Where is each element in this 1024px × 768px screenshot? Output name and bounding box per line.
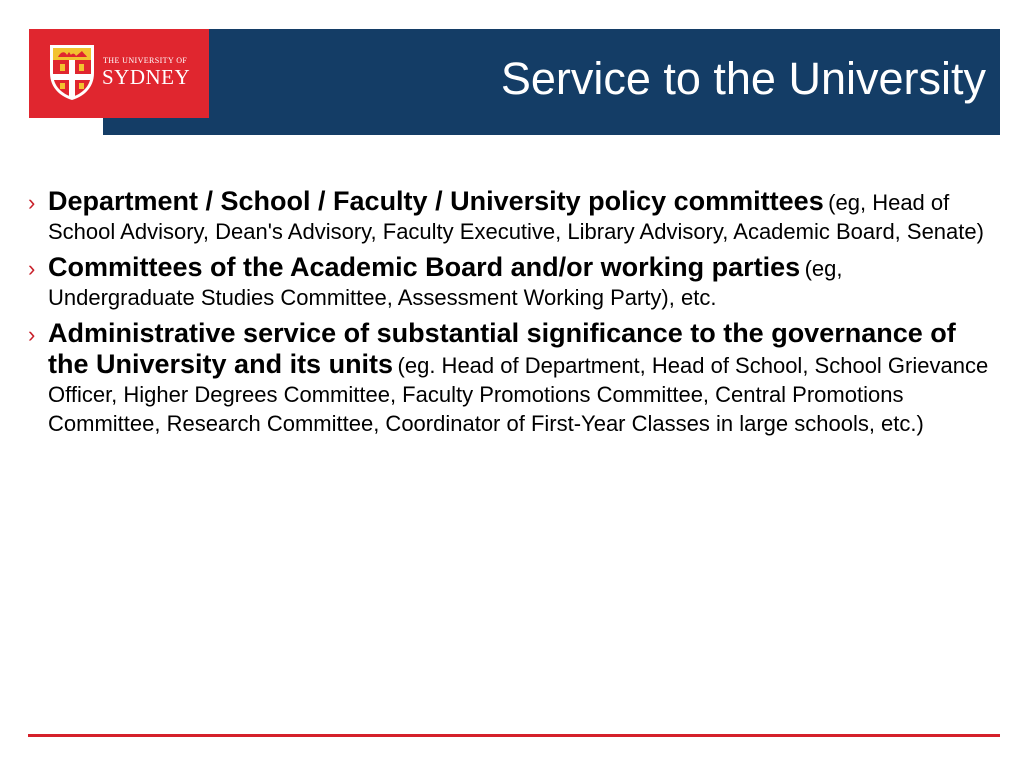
bullet-chevron-icon: › xyxy=(28,256,36,281)
bullet-heading: Department / School / Faculty / University policy committees xyxy=(48,186,824,216)
list-item xyxy=(28,320,993,440)
list-item xyxy=(28,188,993,248)
page-title: Service to the University xyxy=(500,53,986,104)
bullet-heading: Administrative service of substantial significance to the governance of the University and its units xyxy=(48,318,956,379)
bullet-chevron-icon: › xyxy=(28,322,36,347)
bullet-detail: (eg, Head of School Advisory, Dean's Advisory, Faculty Executive, Library Advisory, Academic Board, Senate) xyxy=(48,190,984,244)
bullet-heading: Committees of the Academic Board and/or working parties xyxy=(48,252,801,282)
bullet-detail: (eg. Head of Department, Head of School, School Grievance Officer, Higher Degrees Committee, Faculty Promotions Committee, Central Promotions Committee, Research Committee, Coordinator of First-Year Classes in large schools, etc.) xyxy=(48,353,989,436)
bullet-chevron-icon: › xyxy=(28,190,36,215)
bullet-detail: (eg, Undergraduate Studies Committee, Assessment Working Party), etc. xyxy=(48,256,843,310)
logo-wordmark-small: THE UNIVERSITY OF xyxy=(103,56,188,65)
bullet-list xyxy=(28,188,993,446)
footer-divider xyxy=(28,734,1000,737)
university-logo xyxy=(29,29,209,118)
list-item xyxy=(28,254,993,314)
logo-wordmark-main: SYDNEY xyxy=(102,65,191,89)
crest-icon xyxy=(48,43,96,101)
